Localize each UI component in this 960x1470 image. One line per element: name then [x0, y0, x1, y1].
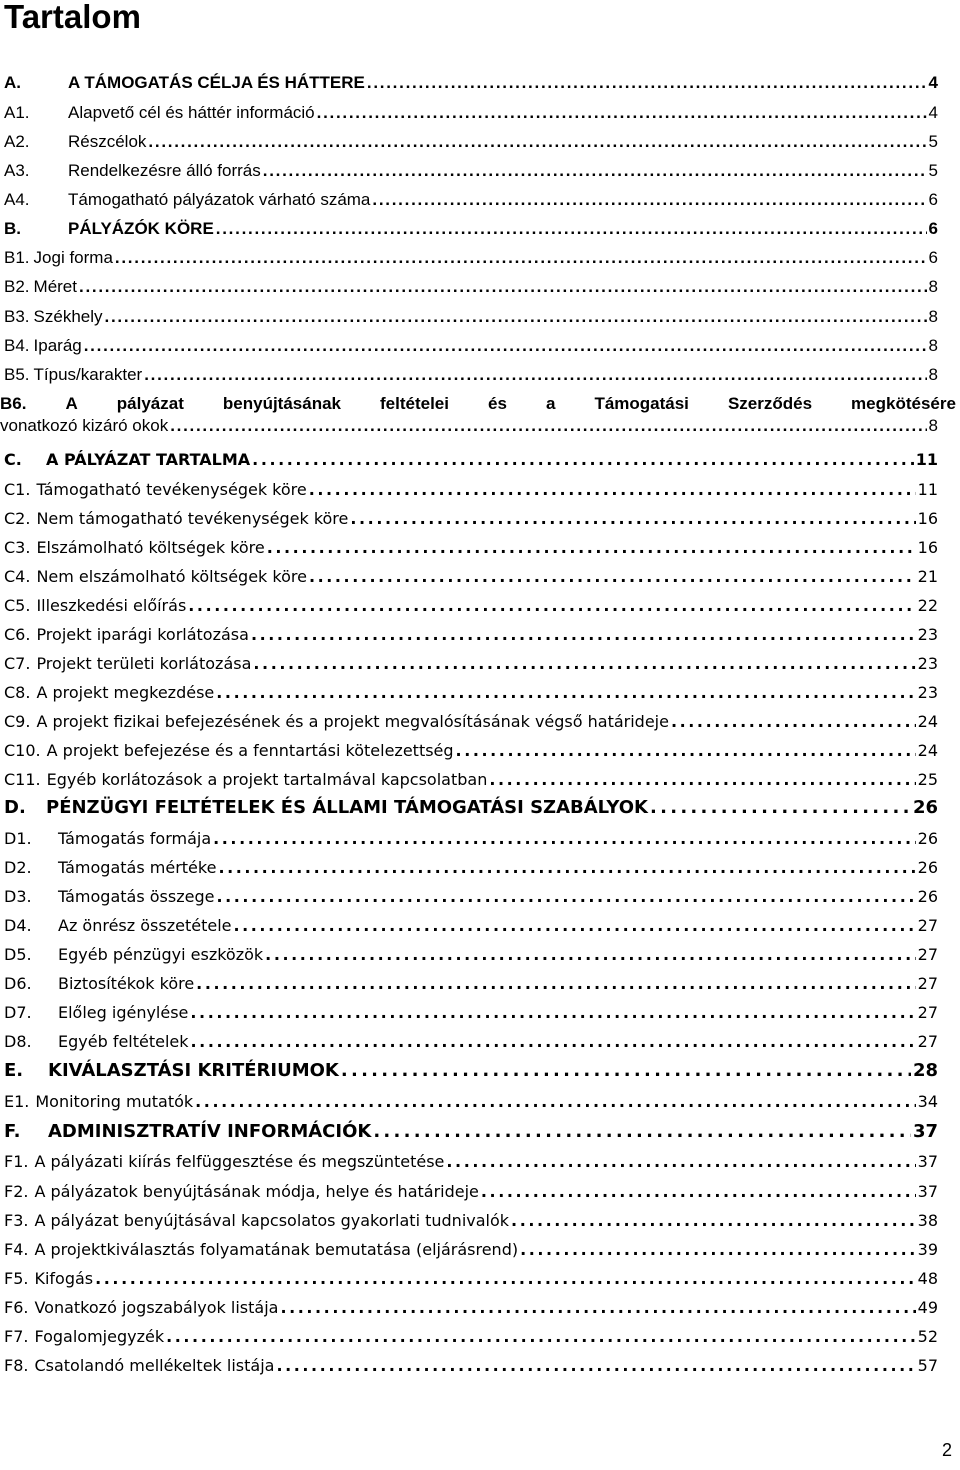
toc-entry[interactable] [0, 218, 938, 240]
toc-entry-label: Támogatás összege [58, 887, 215, 906]
toc-entry-label: Egyéb korlátozások a projekt tartalmával kapcsolatban [46, 770, 488, 789]
toc-entry-label: Vonatkozó jogszabályok listája [34, 1298, 279, 1317]
toc-entry-label: A pályázat benyújtásával kapcsolatos gyakorlati tudnivalók [34, 1211, 510, 1230]
toc-entry-number: B. [4, 219, 21, 238]
toc-dot-leader [520, 1239, 916, 1261]
toc-entry-word: és [488, 394, 507, 413]
toc-page-number: 8 [928, 307, 938, 326]
toc-entry[interactable] [0, 131, 938, 153]
toc-entry-number: F2. [4, 1182, 29, 1201]
toc-page-number: 27 [917, 974, 938, 993]
toc-entry-number: F7. [4, 1327, 29, 1346]
toc-entry-label: Részcélok [68, 132, 147, 151]
toc-entry-number: C5. [4, 596, 31, 615]
toc-dot-leader [309, 566, 916, 588]
toc-dot-leader [309, 479, 916, 501]
toc-page-number: 34 [917, 1092, 938, 1111]
toc-entry[interactable] [0, 1031, 938, 1053]
toc-dot-leader [105, 306, 927, 328]
toc-entry-word: A [65, 394, 78, 413]
toc-entry-label: A projekt fizikai befejezésének és a projekt megvalósításának végső határideje [36, 712, 669, 731]
toc-page-number: 27 [917, 1032, 938, 1051]
toc-entry[interactable] [0, 1091, 938, 1113]
toc-entry-number: B3. [4, 307, 30, 326]
toc-page-number: 11 [917, 480, 938, 499]
toc-dot-leader [218, 857, 915, 879]
toc-dot-leader [195, 1091, 915, 1113]
toc-entry[interactable] [0, 479, 938, 501]
toc-page-number: 27 [917, 945, 938, 964]
toc-entry-label: A PÁLYÁZAT TARTALMA [46, 450, 251, 469]
toc-entry-word: pályázat [116, 394, 184, 413]
toc-entry[interactable] [0, 449, 938, 471]
toc-page-number: 8 [928, 336, 938, 355]
toc-entry[interactable] [0, 364, 938, 386]
toc-entry-label: Az önrész összetétele [58, 916, 232, 935]
toc-entry-number: C8. [4, 683, 31, 702]
toc-entry-number: C10. [4, 741, 41, 760]
toc-entry-number: D8. [4, 1032, 32, 1051]
toc-page-number: 6 [928, 190, 938, 209]
toc-entry[interactable] [0, 160, 938, 182]
toc-dot-leader [481, 1181, 916, 1203]
toc-entry-number: A1. [4, 103, 30, 122]
toc-entry[interactable] [0, 1060, 938, 1082]
toc-entry-number: C7. [4, 654, 31, 673]
toc-entry-label: Támogatás formája [58, 829, 212, 848]
toc-entry[interactable] [0, 595, 938, 617]
toc-page-number: 4 [928, 73, 938, 92]
toc-entry-number: A3. [4, 161, 30, 180]
toc-dot-leader [196, 973, 915, 995]
toc-page-number: 26 [912, 797, 938, 818]
toc-entry-number: C9. [4, 712, 31, 731]
toc-entry-word: feltételei [380, 394, 449, 413]
toc-page-number: 39 [917, 1240, 938, 1259]
toc-page-number: 16 [917, 538, 938, 557]
toc-entry-word: megkötésére [851, 394, 956, 413]
toc-dot-leader [373, 1121, 911, 1143]
toc-entry[interactable] [0, 711, 938, 733]
toc-entry-label [0, 393, 956, 415]
toc-dot-leader [190, 1002, 915, 1024]
toc-entry-label: Illeszkedési előírás [36, 596, 187, 615]
toc-entry-number: F3. [4, 1211, 29, 1230]
toc-dot-leader [84, 335, 927, 357]
toc-dot-leader [95, 1268, 916, 1290]
toc-entry-label: Egyéb pénzügyi eszközök [58, 945, 264, 964]
toc-entry[interactable] [0, 886, 938, 908]
toc-entry[interactable] [0, 508, 938, 530]
toc-entry[interactable] [0, 276, 938, 298]
toc-entry-number: F5. [4, 1269, 29, 1288]
toc-entry-number: F. [4, 1121, 21, 1142]
toc-entry[interactable] [0, 944, 938, 966]
toc-entry[interactable] [0, 915, 938, 937]
toc-page-number: 48 [917, 1269, 938, 1288]
toc-entry-number: D4. [4, 916, 32, 935]
toc-entry-label: A pályázatok benyújtásának módja, helye és határideje [34, 1182, 479, 1201]
toc-dot-leader [276, 1355, 915, 1377]
page-title: Tartalom [4, 0, 141, 35]
toc-dot-leader [216, 218, 927, 240]
toc-entry-number: A2. [4, 132, 30, 151]
toc-entry[interactable] [0, 1210, 938, 1232]
toc-page-number: 49 [917, 1298, 938, 1317]
toc-page-number: 23 [917, 625, 938, 644]
toc-dot-leader [489, 769, 915, 791]
toc-dot-leader [79, 276, 927, 298]
toc-entry-label: Támogatás mértéke [58, 858, 217, 877]
toc-page-number: 5 [928, 132, 938, 151]
toc-entry-number: D1. [4, 829, 32, 848]
toc-entry-number: D3. [4, 887, 32, 906]
toc-page-number: 22 [917, 596, 938, 615]
toc-entry[interactable] [0, 740, 938, 762]
toc-page-number: 26 [917, 858, 938, 877]
toc-page-number: 25 [917, 770, 938, 789]
toc-page-number: 38 [917, 1211, 938, 1230]
toc-entry-number: D. [4, 797, 26, 818]
toc-entry-label: Projekt iparági korlátozása [36, 625, 249, 644]
toc-entry-number: F4. [4, 1240, 29, 1259]
toc-page-number: 16 [917, 509, 938, 528]
toc-dot-leader [233, 915, 915, 937]
toc-entry-label: Székhely [33, 307, 103, 326]
toc-page-number: 23 [917, 654, 938, 673]
toc-entry-number: C4. [4, 567, 31, 586]
toc-entry-number: B2. [4, 277, 30, 296]
toc-page-number: 11 [915, 450, 938, 469]
toc-dot-leader [148, 131, 926, 153]
toc-entry-word: B6. [0, 394, 27, 413]
toc-entry-word: benyújtásának [222, 394, 341, 413]
toc-dot-leader [372, 189, 926, 211]
toc-dot-leader [511, 1210, 916, 1232]
toc-page-number: 8 [928, 365, 938, 384]
toc-entry[interactable] [0, 537, 938, 559]
toc-entry[interactable] [0, 335, 938, 357]
toc-entry-label: Nem elszámolható költségek köre [36, 567, 307, 586]
toc-entry-number: D5. [4, 945, 32, 964]
toc-entry-label: A projekt megkezdése [36, 683, 215, 702]
toc-page-number: 27 [917, 1003, 938, 1022]
toc-page-number: 8 [928, 416, 938, 435]
toc-entry-label: A projekt befejezése és a fenntartási kötelezettség [46, 741, 454, 760]
toc-entry-label: Fogalomjegyzék [34, 1327, 165, 1346]
toc-page-number: 21 [917, 567, 938, 586]
toc-entry[interactable] [0, 102, 938, 124]
toc-dot-leader [446, 1151, 915, 1173]
toc-dot-leader [280, 1297, 915, 1319]
toc-entry-label: Iparág [33, 336, 82, 355]
toc-entry-number: B5. [4, 365, 30, 384]
toc-dot-leader [170, 415, 926, 437]
toc-entry-label: Támogatható tevékenységek köre [36, 480, 307, 499]
toc-dot-leader [144, 364, 926, 386]
toc-page-number: 28 [912, 1060, 938, 1081]
toc-entry[interactable] [0, 682, 938, 704]
toc-page-number: 26 [917, 887, 938, 906]
toc-entry[interactable] [0, 566, 938, 588]
toc-entry-label: Monitoring mutatók [35, 1092, 194, 1111]
toc-entry[interactable] [0, 189, 938, 211]
toc-page-number: 37 [917, 1152, 938, 1171]
toc-entry-number: B1. [4, 248, 30, 267]
toc-entry-label: A pályázati kiírás felfüggesztése és megszüntetése [34, 1152, 445, 1171]
toc-entry[interactable] [0, 72, 938, 94]
toc-dot-leader [188, 595, 915, 617]
toc-dot-leader [216, 682, 915, 704]
toc-entry[interactable] [0, 797, 938, 819]
toc-entry-label: Támogatható pályázatok várható száma [68, 190, 371, 209]
toc-page-number: 57 [917, 1356, 938, 1375]
toc-entry-label: Alapvető cél és háttér információ [68, 103, 315, 122]
toc-entry-label: Jogi forma [33, 248, 113, 267]
toc-entry[interactable] [0, 1151, 938, 1173]
toc-entry-label: Csatolandó mellékeltek listája [34, 1356, 275, 1375]
toc-dot-leader [216, 886, 915, 908]
toc-page-number: 27 [917, 916, 938, 935]
toc-dot-leader [253, 653, 915, 675]
toc-entry-label: Előleg igénylése [58, 1003, 189, 1022]
toc-entry-word: Szerződés [727, 394, 813, 413]
toc-page-number: 4 [928, 103, 938, 122]
toc-entry-label: KIVÁLASZTÁSI KRITÉRIUMOK [48, 1060, 339, 1081]
toc-entry-number: D2. [4, 858, 32, 877]
toc-page-number: 23 [917, 683, 938, 702]
toc-page-number: 24 [917, 741, 938, 760]
toc-entry-number: F1. [4, 1152, 29, 1171]
toc-dot-leader [251, 624, 916, 646]
toc-entry-number: C2. [4, 509, 31, 528]
toc-dot-leader [456, 740, 916, 762]
toc-entry[interactable] [0, 857, 938, 879]
toc-page-number: 26 [917, 829, 938, 848]
toc-entry[interactable] [0, 1268, 938, 1290]
toc-entry[interactable] [0, 1297, 938, 1319]
toc-entry-label: Kifogás [34, 1269, 94, 1288]
toc-entry-number: F8. [4, 1356, 29, 1375]
toc-entry[interactable] [0, 653, 938, 675]
toc-dot-leader [166, 1326, 916, 1348]
toc-entry-number: C6. [4, 625, 31, 644]
toc-entry-number: E. [4, 1060, 24, 1081]
toc-entry-label: PÉNZÜGYI FELTÉTELEK ÉS ÁLLAMI TÁMOGATÁSI SZABÁLYOK [46, 797, 648, 818]
toc-entry-label: Egyéb feltételek [58, 1032, 189, 1051]
toc-dot-leader [671, 711, 916, 733]
toc-dot-leader [213, 828, 916, 850]
toc-entry-label-continued: vonatkozó kizáró okok [0, 416, 169, 435]
toc-page-number: 24 [917, 712, 938, 731]
toc-entry[interactable] [0, 247, 938, 269]
toc-entry-label: Projekt területi korlátozása [36, 654, 252, 673]
toc-page-number: 8 [928, 277, 938, 296]
toc-dot-leader [367, 72, 927, 94]
toc-page-number: 6 [928, 248, 938, 267]
toc-entry-label: Típus/karakter [33, 365, 143, 384]
toc-dot-leader [191, 1031, 916, 1053]
toc-entry[interactable] [0, 1326, 938, 1348]
toc-entry[interactable] [0, 1181, 938, 1203]
toc-entry[interactable] [0, 306, 938, 328]
toc-dot-leader [350, 508, 915, 530]
toc-entry[interactable] [0, 1121, 938, 1143]
toc-dot-leader [265, 944, 915, 966]
toc-entry[interactable] [0, 769, 938, 791]
toc-dot-leader [341, 1060, 911, 1082]
toc-entry-number: D7. [4, 1003, 32, 1022]
toc-entry-label: A TÁMOGATÁS CÉLJA ÉS HÁTTERE [68, 73, 365, 92]
toc-entry-number: A. [4, 73, 21, 92]
toc-dot-leader [263, 160, 927, 182]
toc-page-number: 52 [917, 1327, 938, 1346]
toc-entry-number: F6. [4, 1298, 29, 1317]
toc-entry-label: ADMINISZTRATÍV INFORMÁCIÓK [48, 1121, 372, 1142]
toc-page-number: 5 [928, 161, 938, 180]
toc-entry[interactable] [0, 1239, 938, 1261]
toc-entry-label: Elszámolható költségek köre [36, 538, 265, 557]
toc-entry-label: Nem támogatható tevékenységek köre [36, 509, 349, 528]
toc-entry-number: B4. [4, 336, 30, 355]
toc-entry-label: A projektkiválasztás folyamatának bemutatása (eljárásrend) [34, 1240, 519, 1259]
toc-entry-word: Támogatási [594, 394, 689, 413]
toc-entry-number: C11. [4, 770, 41, 789]
toc-page-number: 37 [912, 1121, 938, 1142]
toc-page-number: 6 [928, 219, 938, 238]
toc-entry-number: C1. [4, 480, 31, 499]
toc-entry-number: E1. [4, 1092, 30, 1111]
toc-entry-number: C. [4, 450, 22, 469]
toc-entry-label: Rendelkezésre álló forrás [68, 161, 261, 180]
toc-entry[interactable] [0, 1002, 938, 1024]
toc-entry[interactable] [0, 1355, 938, 1377]
toc-entry-number: A4. [4, 190, 30, 209]
page-number: 2 [941, 1440, 952, 1460]
toc-dot-leader [267, 537, 916, 559]
toc-dot-leader [252, 449, 914, 471]
toc-entry[interactable] [0, 393, 956, 437]
toc-entry-number: D6. [4, 974, 32, 993]
toc-entry[interactable] [0, 624, 938, 646]
toc-dot-leader [115, 247, 927, 269]
toc-entry-word: a [545, 394, 556, 413]
toc-entry-number: C3. [4, 538, 31, 557]
toc-entry-label: Biztosítékok köre [58, 974, 195, 993]
toc-entry-label: PÁLYÁZÓK KÖRE [68, 219, 214, 238]
toc-dot-leader [317, 102, 927, 124]
toc-dot-leader [650, 797, 911, 819]
toc-page-number: 37 [917, 1182, 938, 1201]
toc-entry[interactable] [0, 973, 938, 995]
toc-entry[interactable] [0, 828, 938, 850]
toc-entry-label: Méret [33, 277, 77, 296]
